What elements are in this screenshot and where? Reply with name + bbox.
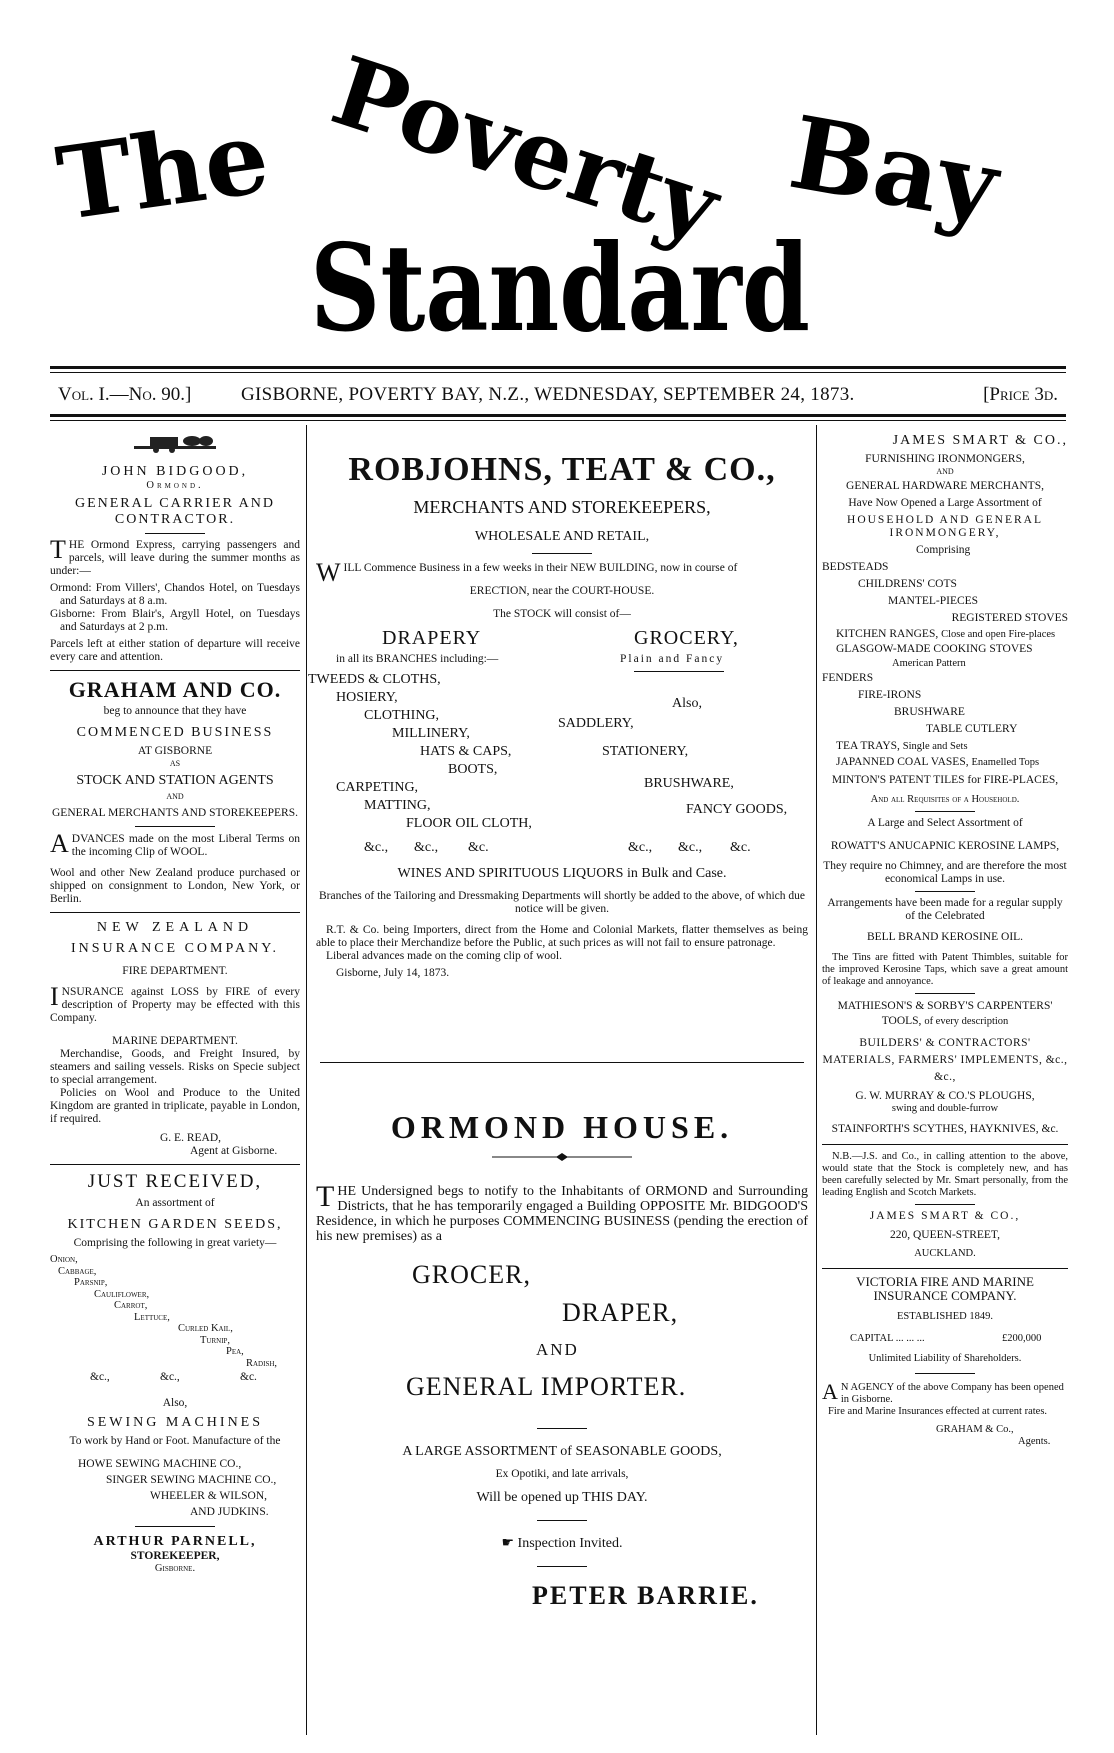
smart-murray-note: swing and double-furrow [891, 1103, 999, 1114]
graham-commenced: COMMENCED BUSINESS [76, 725, 274, 740]
stock-item: HATS & CAPS, [420, 744, 512, 759]
drapery-heading: DRAPERY [382, 627, 482, 649]
masthead-the: The [50, 97, 276, 244]
ormond-large: A LARGE ASSORTMENT of SEASONABLE GOODS, [402, 1444, 722, 1459]
smart-advert [822, 432, 1068, 1260]
stock-item: MILLINERY, [392, 726, 470, 741]
smart-comprising: Comprising [916, 544, 971, 556]
parnell-sign [50, 1533, 300, 1575]
parnell-storekeeper: STOREKEEPER, [130, 1550, 220, 1562]
place-date: GISBORNE, POVERTY BAY, N.Z., WEDNESDAY, SEPTEMBER 24, 1873. [241, 384, 855, 405]
ormond-inspection-line [316, 1535, 808, 1552]
smart-requisites: And all Requisites of a Household. [870, 794, 1020, 805]
ironmongery-item [822, 627, 1068, 641]
ormond-name: PETER BARRIE. [532, 1581, 759, 1610]
bidgood-title: GENERAL CARRIER AND CONTRACTOR. [74, 496, 276, 527]
divider [50, 670, 300, 671]
volume-number: Vol. I.—No. 90.] [58, 384, 192, 405]
graham-advances-text: DVANCES made on the most Liberal Terms on the incoming Clip of WOOL. [71, 833, 300, 858]
trays-text: TEA TRAYS, [836, 740, 900, 752]
smart-no-chimney: They require no Chimney, and are therefore the most economical Lamps in use. [823, 860, 1067, 885]
smart-large: A Large and Select Assortment of [867, 817, 1023, 829]
ironmongery-note: American Pattern [892, 658, 966, 669]
jr-seeds: KITCHEN GARDEN SEEDS, [67, 1217, 283, 1232]
seed-item: Curled Kail, [178, 1323, 233, 1334]
victoria-agency [822, 1379, 1068, 1406]
divider [50, 1164, 300, 1165]
smart-title: JAMES SMART & CO., [892, 433, 1068, 448]
maker-list [50, 1456, 300, 1520]
smart-rowatt: ROWATT'S ANUCAPNIC KEROSINE LAMPS, [830, 840, 1060, 852]
smart-city: AUCKLAND. [914, 1248, 976, 1259]
ormond-and: AND [536, 1340, 579, 1359]
smart-address: 220, QUEEN-STREET, [890, 1229, 1000, 1241]
divider [822, 1144, 1068, 1145]
stock-item: SADDLERY, [558, 716, 634, 731]
maker-item: AND JUDKINS. [190, 1506, 269, 1518]
also-text: Also, [672, 696, 702, 711]
masthead-bay: Bay [781, 93, 1007, 246]
bidgood-body [50, 535, 300, 578]
jr-assort: An assortment of [135, 1197, 215, 1209]
divider [915, 1373, 975, 1374]
seed-list [50, 1254, 300, 1369]
divider [634, 671, 724, 672]
nz-marine-body: Merchandise, Goods, and Freight Insured, by steamers and sailing vessels. Risks on Specie subject to special arrangement. [50, 1048, 300, 1086]
seed-item: Radish, [246, 1357, 278, 1369]
victoria-established: ESTABLISHED 1849. [897, 1311, 993, 1322]
bidgood-parcels: Parcels left at either station of departure will receive every care and attention. [50, 638, 300, 663]
ormond-draper: DRAPER, [562, 1298, 679, 1327]
victoria-fire-marine: Fire and Marine Insurances effected at current rates. [828, 1406, 1048, 1417]
grocery-plain: Plain and Fancy [620, 653, 725, 665]
jr-title: JUST RECEIVED, [87, 1171, 263, 1192]
masthead-poverty: Poverty [319, 40, 732, 264]
coal-note: Enamelled Tops [971, 757, 1040, 768]
divider [915, 811, 975, 812]
robjohns-stock: The STOCK will consist of— [493, 608, 631, 620]
column-rule-right [816, 425, 817, 1735]
stock-list [308, 627, 808, 859]
ironmongery-item: MANTEL-PIECES [888, 595, 979, 607]
masthead [0, 40, 1114, 360]
nz-agent-name: G. E. READ, [160, 1132, 222, 1144]
maker-item: WHEELER & WILSON, [150, 1490, 268, 1502]
etc-text: &c., [414, 840, 439, 855]
jr-also: Also, [162, 1397, 188, 1409]
graham-stock: STOCK AND STATION AGENTS [76, 773, 274, 788]
ironmongery-item: BRUSHWARE [894, 706, 965, 718]
bidgood-place: Ormond. [146, 480, 204, 491]
nz-title-1: NEW ZEALAND [96, 920, 254, 935]
ironmongery-item: BEDSTEADS [822, 561, 889, 573]
stock-item: HOSIERY, [336, 690, 398, 705]
price: [Price 3d. [983, 384, 1058, 405]
parnell-town: Gisborne. [154, 1563, 196, 1574]
victoria-agents: Agents. [1018, 1436, 1051, 1447]
stock-item: MATTING, [364, 798, 431, 813]
smart-mathieson [822, 999, 1068, 1029]
dateline-rule [50, 414, 1066, 421]
seed-item: Cabbage, [58, 1265, 97, 1277]
dropcap: T [50, 535, 66, 564]
robjohns-advert [316, 450, 808, 554]
jr-to-work: To work by Hand or Foot. Manufacture of the [69, 1435, 281, 1447]
capital-label: CAPITAL ... ... ... [850, 1333, 925, 1344]
center-column [308, 450, 808, 980]
bidgood-advert [50, 432, 300, 534]
etc-text: &c., [628, 840, 653, 855]
bidgood-text: HE Ormond Express, carrying passengers and parcels, will leave during the summer months as under:— [50, 539, 300, 577]
dateline [58, 384, 1058, 410]
robjohns-sub: MERCHANTS AND STOREKEEPERS, [413, 497, 711, 517]
divider [537, 1520, 587, 1521]
stock-item: BRUSHWARE, [644, 776, 734, 791]
graham-announce: beg to announce that they have [103, 705, 247, 717]
divider [915, 1204, 975, 1205]
nz-agent-title: Agent at Gisborne. [190, 1145, 278, 1157]
etc-text: &c. [468, 840, 489, 855]
etc-text: &c., [160, 1371, 180, 1383]
graham-advert [50, 677, 300, 820]
robjohns-date: Gisborne, July 14, 1873. [336, 967, 450, 979]
etc-text: &c. [730, 840, 751, 855]
ormond-grocer: GROCER, [412, 1260, 531, 1289]
sewing-section [50, 1397, 300, 1448]
seed-etc [50, 1371, 300, 1389]
grocery-heading: GROCERY, [634, 627, 739, 649]
smart-nb: N.B.—J.S. and Co., in calling attention to the above, would state that the Stock is completely new, and has been carefully selected by Mr. Smart personally, from the leading English and Scotch Markets. [822, 1151, 1068, 1198]
dropcap: I [50, 982, 59, 1011]
divider [145, 533, 205, 534]
smart-household: HOUSEHOLD AND GENERAL IRONMONGERY, [847, 514, 1043, 539]
divider [532, 553, 592, 554]
smart-murray: G. W. MURRAY & CO.'S PLOUGHS, [855, 1090, 1035, 1102]
ironmongery-item: TABLE CUTLERY [926, 723, 1018, 735]
dropcap: W [316, 558, 341, 587]
divider [915, 993, 975, 994]
graham-as: AS [169, 759, 181, 768]
seed-item: Carrot, [114, 1300, 148, 1311]
seed-item: Onion, [50, 1254, 78, 1265]
mathieson-text: MATHIESON'S & SORBY'S CARPENTERS' TOOLS, [837, 1000, 1053, 1027]
parnell-name: ARTHUR PARNELL, [93, 1534, 257, 1549]
ormond-importer: GENERAL IMPORTER. [406, 1372, 687, 1401]
robjohns-title: ROBJOHNS, TEAT & CO., [348, 451, 776, 488]
ormond-title: ORMOND HOUSE. [390, 1109, 734, 1145]
victoria-agent: GRAHAM & Co., [936, 1424, 1014, 1435]
ormond-opened: Will be opened up THIS DAY. [476, 1490, 648, 1505]
ranges-text: KITCHEN RANGES, [836, 628, 939, 640]
graham-and: AND [166, 792, 184, 801]
graham-title: GRAHAM AND CO. [68, 677, 282, 702]
trays-note: Single and Sets [902, 741, 968, 752]
ironmongery-item [822, 738, 1068, 755]
coal-text: JAPANNED COAL VASES, [836, 756, 969, 768]
ormond-inspection: Inspection Invited. [517, 1536, 623, 1551]
seed-item: Parsnip, [74, 1277, 108, 1288]
bidgood-gisborne: Gisborne: From Blair's, Argyll Hotel, on Tuesdays and Saturdays at 2 p.m. [50, 608, 300, 633]
victoria-capital [822, 1333, 1068, 1351]
ironmongery-item: MINTON'S PATENT TILES for FIRE-PLACES, [831, 774, 1059, 786]
graham-general: GENERAL MERCHANTS AND STOREKEEPERS. [52, 807, 298, 819]
graham-at: AT GISBORNE [137, 745, 213, 757]
drapery-branches: in all its BRANCHES including:— [336, 653, 499, 665]
seed-item: Lettuce, [134, 1311, 170, 1323]
etc-text: &c., [678, 840, 703, 855]
coach-icon [130, 432, 220, 454]
stock-item: CARPETING, [336, 780, 419, 795]
smart-sign: JAMES SMART & CO., [869, 1210, 1021, 1222]
left-column [50, 432, 300, 1575]
robjohns-branches-note: Branches of the Tailoring and Dressmaking Departments will shortly be added to the above, of which due notice will be given. [318, 890, 805, 915]
nz-policies: Policies on Wool and Produce to the United Kingdom are granted in triplicate, payable in London, if required. [50, 1087, 300, 1125]
ormond-advert [316, 1108, 808, 1611]
smart-arrangements: Arrangements have been made for a regular supply of the Celebrated [827, 897, 1063, 922]
jr-comprising: Comprising the following in great variety— [73, 1237, 277, 1249]
robjohns-wines: WINES AND SPIRITUOUS LIQUORS in Bulk and Case. [397, 866, 727, 881]
stock-item: FANCY GOODS, [686, 802, 788, 817]
ormond-body-text: HE Undersigned begs to notify to the Inhabitants of ORMOND and Surrounding Districts, that he has temporarily engaged a Building OPPOSITE Mr. BIDGOOD'S Residence, in which he purposes COMMENCING BUSINESS (pending the erection of his new premises) as a [316, 1184, 808, 1244]
seed-item: Cauliflower, [94, 1288, 150, 1300]
victoria-agency-text: N AGENCY of the above Company has been opened in Gisborne. [840, 1382, 1064, 1405]
stock-item: STATIONERY, [602, 744, 689, 759]
ormond-ex: Ex Opotiki, and late arrivals, [495, 1468, 629, 1480]
nz-fire-dept: FIRE DEPARTMENT. [122, 965, 228, 977]
capital-value: £200,000 [1002, 1333, 1042, 1344]
dropcap: A [822, 1379, 838, 1404]
smart-stainforth: STAINFORTH'S SCYTHES, HAYKNIVES, &c. [831, 1123, 1059, 1135]
ornament-rule [492, 1152, 632, 1162]
etc-text: &c., [90, 1371, 110, 1383]
ironmongery-item: FENDERS [822, 672, 874, 684]
divider [135, 826, 215, 827]
ironmongery-list [822, 559, 1068, 788]
smart-opened: Have Now Opened a Large Assortment of [848, 497, 1042, 509]
stock-item: FLOOR OIL CLOTH, [406, 816, 532, 831]
pointing-hand-icon: ☛ [501, 1536, 518, 1551]
column-rule-left [306, 425, 307, 1735]
nz-insurance-advert [50, 919, 300, 978]
smart-builders: BUILDERS' & CONTRACTORS' MATERIALS, FARMERS' IMPLEMENTS, &c., &c., [822, 1037, 1068, 1083]
nz-title-2: INSURANCE COMPANY. [70, 941, 280, 956]
ironmongery-item: GLASGOW-MADE COOKING STOVES [836, 643, 1033, 655]
ormond-body [316, 1180, 808, 1244]
divider [537, 1566, 587, 1567]
robjohns-importers: R.T. & Co. being Importers, direct from the Home and Colonial Markets, flatter themselves as being able to place their Merchandize before the Public, at such prices as will not fail to ensure patronage. [316, 924, 808, 949]
graham-advances [50, 829, 300, 859]
ironmongery-item [822, 755, 1068, 769]
smart-and: AND [936, 467, 954, 476]
robjohns-wholesale: WHOLESALE AND RETAIL, [474, 529, 650, 544]
smart-tins: The Tins are fitted with Patent Thimbles, suitable for the improved Kerosine Taps, which save a great amount of leakage and annoyance. [822, 952, 1068, 987]
ranges-note: Close and open Fire-places [941, 629, 1056, 640]
victoria-title: VICTORIA FIRE AND MARINE INSURANCE COMPANY. [856, 1274, 1034, 1303]
etc-text: &c. [240, 1371, 257, 1383]
smart-furnishing: FURNISHING IRONMONGERS, [865, 453, 1025, 465]
robjohns-will-text: ILL Commence Business in a few weeks in their NEW BUILDING, now in course of [343, 562, 738, 574]
robjohns-will [316, 558, 808, 587]
masthead-rule [50, 366, 1066, 373]
just-received-advert [50, 1171, 300, 1250]
divider [822, 1268, 1068, 1269]
victoria-unlimited: Unlimited Liability of Shareholders. [868, 1353, 1022, 1364]
etc-text: &c., [364, 840, 389, 855]
smart-bell: BELL BRAND KEROSINE OIL. [866, 931, 1024, 943]
masthead-standard: Standard [310, 218, 810, 359]
victoria-advert [822, 1275, 1068, 1448]
nz-fire-body [50, 982, 300, 1025]
bidgood-name: JOHN BIDGOOD, [101, 464, 249, 479]
robjohns-liberal: Liberal advances made on the coming clip of wool. [326, 950, 562, 962]
dropcap: T [316, 1180, 335, 1213]
center-divider [320, 1062, 804, 1063]
divider [50, 912, 300, 913]
masthead-logo [0, 40, 1114, 360]
right-column [822, 432, 1068, 1448]
ormond-trades [316, 1244, 808, 1414]
seed-item: Pea, [226, 1346, 244, 1357]
divider [915, 891, 975, 892]
ironmongery-item: REGISTERED STOVES [951, 612, 1068, 624]
jr-machines: SEWING MACHINES [86, 1415, 264, 1430]
stock-item: CLOTHING, [364, 708, 440, 723]
dropcap: A [50, 829, 69, 858]
smart-general: GENERAL HARDWARE MERCHANTS, [846, 480, 1044, 492]
stock-item: TWEEDS & CLOTHS, [308, 672, 441, 687]
ironmongery-item: CHILDRENS' COTS [858, 578, 957, 590]
bidgood-ormond: Ormond: From Villers', Chandos Hotel, on Tuesdays and Saturdays at 8 a.m. [50, 582, 300, 607]
stock-item: BOOTS, [448, 762, 498, 777]
seed-item: Turnip, [200, 1334, 231, 1346]
divider [135, 1526, 215, 1527]
graham-wool: Wool and other New Zealand produce purchased or shipped on consignment to London, New York, or Berlin. [50, 867, 300, 905]
maker-item: SINGER SEWING MACHINE CO., [106, 1474, 277, 1486]
maker-item: HOWE SEWING MACHINE CO., [78, 1458, 242, 1470]
divider [537, 1428, 587, 1429]
ironmongery-item: FIRE-IRONS [858, 689, 922, 701]
robjohns-erection: ERECTION, near the COURT-HOUSE. [469, 585, 655, 597]
mathieson-note: of every description [924, 1016, 1009, 1027]
nz-fire-text: NSURANCE against LOSS by FIRE of every description of Property may be effected with this Company. [50, 986, 300, 1024]
nz-marine-dept: MARINE DEPARTMENT. [112, 1035, 238, 1047]
